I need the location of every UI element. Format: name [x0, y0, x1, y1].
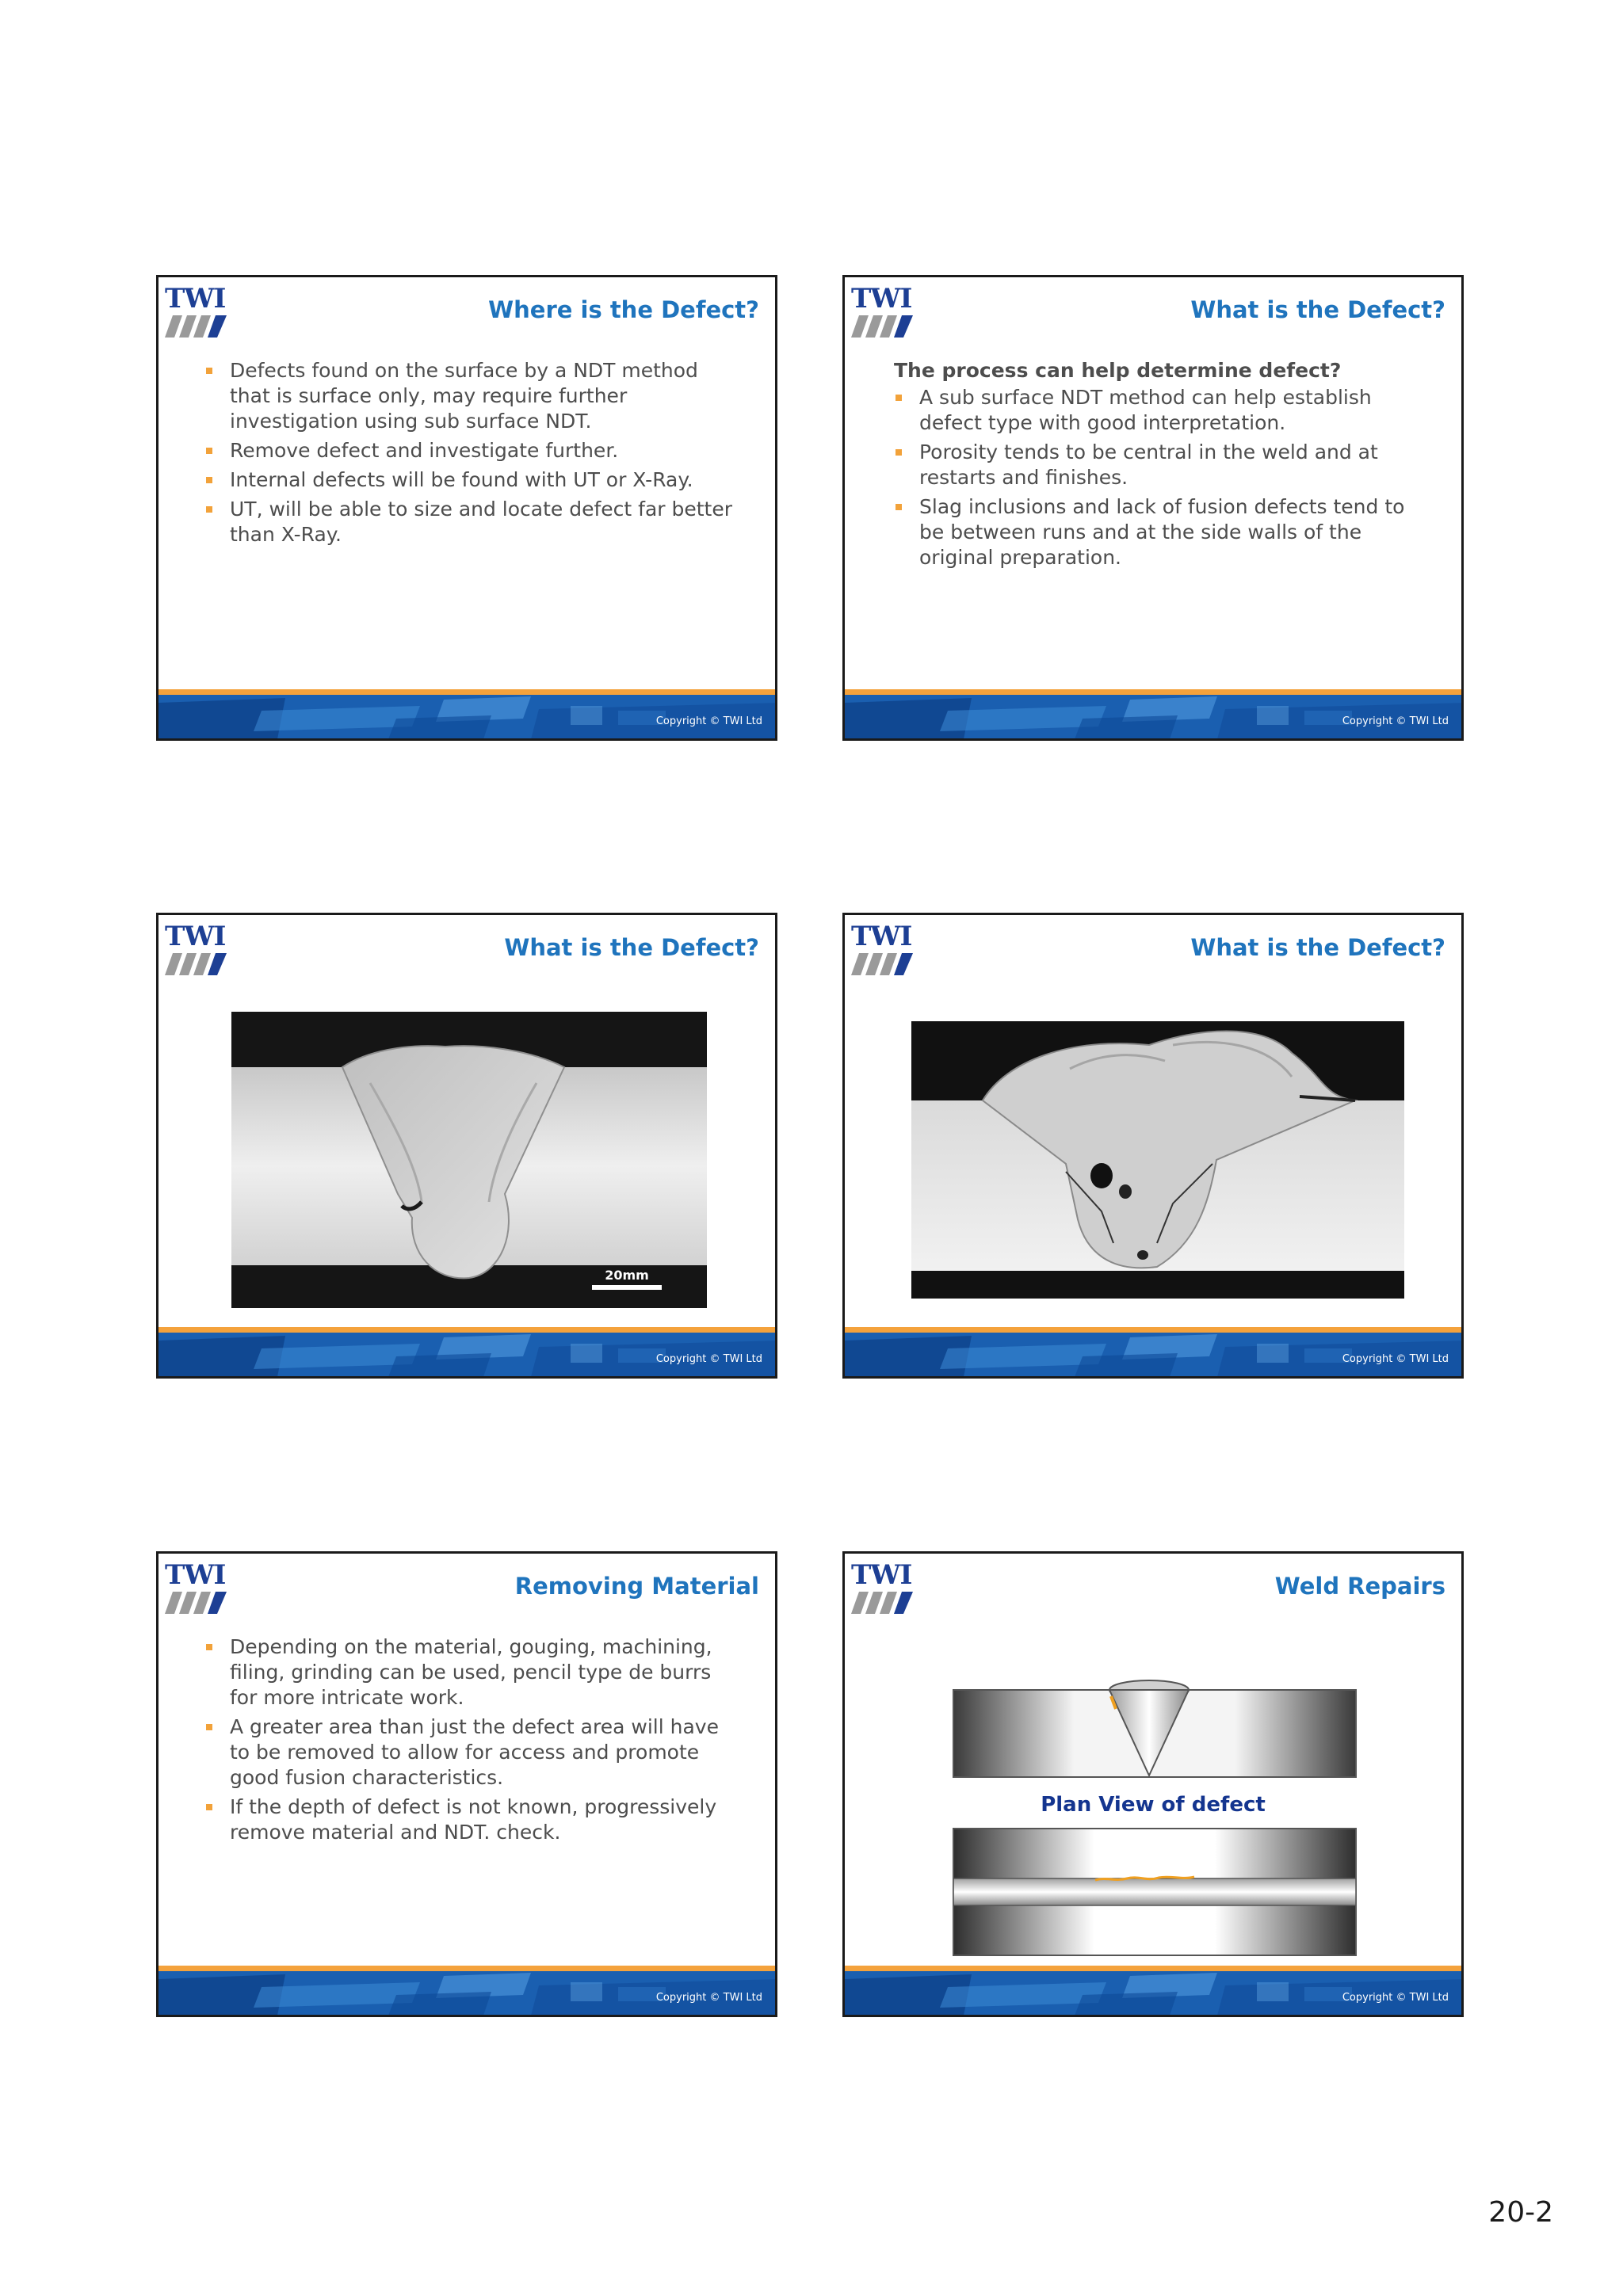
- logo-bars-icon: [165, 1592, 227, 1614]
- twi-logo: TWI: [851, 923, 913, 974]
- logo-bars-icon: [165, 953, 227, 975]
- slide-footer: [845, 1327, 1461, 1376]
- plan-view-diagram: [953, 1828, 1357, 1956]
- bullet-item: Depending on the material, gouging, machining, filing, grinding can be used, pencil type de burrs for more intricate work.: [206, 1634, 743, 1711]
- slide-footer: [845, 1966, 1461, 2015]
- slide-body: [206, 1634, 743, 1849]
- slide-weld-repairs: [842, 1551, 1464, 2017]
- slide-title: What is the Defect?: [1190, 934, 1445, 961]
- copyright-text: Copyright © TWI Ltd: [655, 1353, 762, 1365]
- logo-bars-icon: [851, 1592, 913, 1614]
- bullet-item: A greater area than just the defect area will have to be removed to allow for access and promote good fusion characteristics.: [206, 1714, 743, 1791]
- bullet-item: Porosity tends to be central in the weld and at restarts and finishes.: [896, 440, 1430, 490]
- plan-view-label: Plan View of defect: [1041, 1793, 1266, 1817]
- slide-where-is-defect: [156, 275, 777, 741]
- bullet-item: Internal defects will be found with UT or X-Ray.: [206, 467, 743, 493]
- slide-what-is-defect-macro-2: [842, 913, 1464, 1379]
- logo-bars-icon: [165, 315, 227, 338]
- weld-macro-photo: [911, 1021, 1404, 1299]
- scale-label: 20mm: [605, 1268, 649, 1283]
- slide-body: [206, 358, 743, 551]
- copyright-text: Copyright © TWI Ltd: [655, 715, 762, 727]
- copyright-text: Copyright © TWI Ltd: [1342, 1992, 1449, 2004]
- bullet-item: If the depth of defect is not known, progressively remove material and NDT. check.: [206, 1794, 743, 1845]
- bullet-item: A sub surface NDT method can help establish defect type with good interpretation.: [896, 385, 1430, 436]
- twi-logo: TWI: [165, 285, 227, 336]
- weld-macro-photo: [231, 1012, 707, 1308]
- copyright-text: Copyright © TWI Ltd: [655, 1992, 762, 2004]
- slide-title: Weld Repairs: [1274, 1573, 1445, 1600]
- slide-what-is-defect-text: [842, 275, 1464, 741]
- logo-bars-icon: [851, 315, 913, 338]
- slide-what-is-defect-macro-1: [156, 913, 777, 1379]
- logo-bars-icon: [851, 953, 913, 975]
- slide-title: What is the Defect?: [1190, 296, 1445, 323]
- slide-footer: [158, 689, 775, 738]
- copyright-text: Copyright © TWI Ltd: [1342, 1353, 1449, 1365]
- bullet-item: Slag inclusions and lack of fusion defects tend to be between runs and at the side walls of the original preparation.: [896, 494, 1430, 570]
- copyright-text: Copyright © TWI Ltd: [1342, 715, 1449, 727]
- twi-logo: TWI: [165, 923, 227, 974]
- bullet-item: Remove defect and investigate further.: [206, 438, 743, 463]
- twi-logo: TWI: [851, 1562, 913, 1612]
- slide-title: Where is the Defect?: [488, 296, 759, 323]
- slide-title: What is the Defect?: [504, 934, 759, 961]
- slide-footer: [845, 689, 1461, 738]
- slide-removing-material: [156, 1551, 777, 2017]
- page-number: 20-2: [1488, 2196, 1553, 2229]
- twi-logo: TWI: [165, 1562, 227, 1612]
- bullet-item: Defects found on the surface by a NDT method that is surface only, may require further investigation using sub surface NDT.: [206, 358, 743, 434]
- slide-footer: [158, 1327, 775, 1376]
- bullet-item: UT, will be able to size and locate defect far better than X-Ray.: [206, 497, 743, 547]
- slide-title: Removing Material: [514, 1573, 759, 1600]
- twi-logo: TWI: [851, 285, 913, 336]
- slide-footer: [158, 1966, 775, 2015]
- slide-subheading: The process can help determine defect?: [894, 359, 1342, 382]
- section-view-diagram: [953, 1660, 1357, 1779]
- slide-body: [896, 358, 1430, 574]
